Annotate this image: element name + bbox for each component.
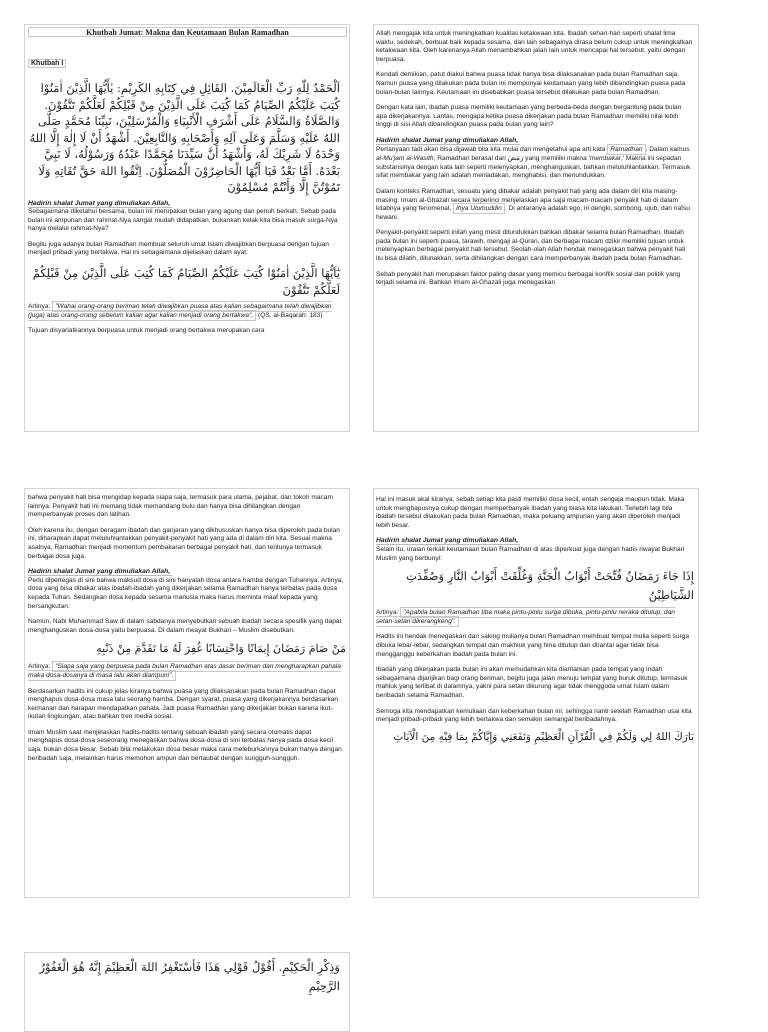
- paragraph: Imam Muslim saat menjelaskan hadits-hadits tentang sebuah ibadah yang secara otomatis dapat menghapus dosa-dosa seseorang menegaskan bahwa dosa-dosa di sini terbatas hanya pada dosa kecil saja, bukan dosa besar. Sebab bila melakukan dosa besar maka cara meleburkannya bukan hanya dengan beribadah saja, melainkan harus memohon ampun dan bertaubat dengan sungguh-sungguh.: [28, 728, 342, 762]
- section-label: [28, 60, 66, 67]
- paragraph: Allah mengajak kita untuk meningkatkan kualitas ketakwaan kita. Ibadah sehari-hari seperti shalat lima waktu, sedekah, berbuat baik kepada sesama, dan lain sebagainya dirasa belum cukup untuk meningkatkan ketakwaan kita. Oleh karenanya Allah menambahkan jalan lain untuk mencapai hal tersebut, yaitu dengan berpuasa.: [376, 30, 693, 63]
- translation: Artinya: "Apabila bulan Ramadhan tiba maka pintu-pintu surga dibuka, pintu-pintu neraka ditutup, dan setan-setan dikerangkeng".: [376, 609, 675, 625]
- paragraph: Tujuan disyariatkannya berpuasa untuk menjadi orang bertakwa merupakan cara: [28, 327, 265, 335]
- page-2-body: [376, 30, 694, 288]
- translation-text: "Wahai orang-orang beriman telah diwajibkan puasa atas kalian sebagaimana telah diwajibkan (juga) atas orang-orang sebelum kalian agar kalian menjadi orang bertakwa",: [28, 303, 332, 319]
- khutbah-label: Khutbah I: [28, 59, 66, 68]
- paragraph: Hadits ini hendak menegaskan dari saking mulianya bulan Ramadhan membuat tempat mulia seperti surga dibuka lebar-lebar, sedangkan tempat dan makhluk yang hina ditutup dan dirantai agar tidak bisa mengganggu keberkahan ibadah pada bulan ini.: [376, 633, 690, 658]
- paragraph: Hal ini masuk akal kiranya, sebab setiap kita pasti memiliki dosa kecil, entah sengaja maupun tidak. Maka untuk menghapusnya cukup dengan memperbanyak ibadah yang biasa kita lakukan. Terlebih lagi bila ibadah tersebut dilakukan pada bulan Ramadhan, maka peluang ampunan yang akan diperoleh menjadi lebih besar.: [376, 496, 685, 529]
- paragraph: Dengan kata lain, ibadah puasa memiliki keutamaan yang berbeda-beda dengan bergantung pada bulan apa dikerjakannya. Lantas, mengapa ketika puasa dikerjakan pada bulan Ramadhan memiliki nilai lebih tinggi di sisi Allah dibandingkan puasa pada bulan yang lain?: [376, 104, 682, 129]
- translation-text: "Apabila bulan Ramadhan tiba maka pintu-pintu surga dibuka, pintu-pintu neraka ditutup, dan setan-setan dikerangkeng".: [376, 609, 675, 625]
- paragraph: Kendati demikian, patut diakui bahwa puasa tidak hanya bisa dilaksanakan pada bulan Ramadhan saja. Namun puasa yang dilakukan pada bulan ini mempunyai keutamaan yang lebih dibandingkan puasa pada bulan-bulan lainnya. Keutamaan ini disebabkan puasa tersebut dilakukan pada bulan Ramadhan.: [376, 71, 686, 96]
- page-4-body: [376, 496, 694, 746]
- translation: Artinya: "Siapa saja yang berpuasa pada bulan Ramadhan atas dasar beriman dan mengharapkan pahala maka dosa-dosanya di masa lalu akan diampuni".: [28, 663, 341, 679]
- page-1-body: [28, 80, 340, 336]
- paragraph: Ibadah yang dikerjakan pada bulan ini akan memudahkan kita diantarkan pada tempat yang indah sebagaimana dijanjikan bagi orang beriman, begitu juga jalan menuju tempat yang buruk ditutup, termasuk mahluk yang terlibat di dalamnya, yakni para setan dikurung agar tidak menggoda umat Islam dalam beribadah selama Ramadhan.: [376, 666, 688, 699]
- page-3-body: [28, 494, 346, 763]
- paragraph: Begitu juga adanya bulan Ramadhan membuat seluruh umat Islam diwajibkan berpuasa dengan tujuan menjadi pribadi yang bertakwa. Hal ini sebagaimana dijelaskan dalam ayat:: [28, 240, 329, 257]
- paragraph: Penyakit-penyakit seperti inilah yang mesti ditundukkan bahkan dibakar selama bulan Ramadhan. Ibadah pada bulan ini seperti puasa, tarawih, mengaji al-Quran, dan berbagai macam dzikir memiliki tujuan untuk melenyapkan berbagai penyakit hati tersebut. Seolah-olah Allah hendak menegaskan bahwa penyakit hati itu bisa dilatih, dilunakkan, serta dihilangkan dengan cara memperbanyak ibadah pada bulan Ramadhan.: [376, 229, 686, 263]
- paragraph: Oleh karena itu, dengan beragam ibadah dan ganjaran yang dikhususkan hanya bisa diperoleh pada bulan ini, diharapkan dapat meluluhlantakkan penyakit-penyakit hati yang ada di dalam diri kita. Sesuai makna asalnya, Ramadhan menjadi momentum pembakaran berbagai penyakit hati, dan tentunya termasuk berbagai dosa juga.: [28, 526, 340, 560]
- section-heading: Hadirin shalat Jumat yang dimuliakan Allah,: [376, 537, 519, 545]
- opening-arabic: اَلْحَمْدُ لِلّٰهِ رَبِّ الْعَالَمِيْنَ. القَائِلِ فِي كِتَابِهِ الكَرِيْمِ: يٰأَيُّهَا الَّذِيْنَ اٰمَنُوْا كُتِبَ عَلَيْكُمُ الصِّيَامُ كَمَا كُتِبَ عَلَى الَّذِيْنَ مِنْ قَبْلِكُمْ لَعَلَّكُمْ تَتَّقُوْنَ. وَالصَّلَاةُ وَالسَّلَامُ عَلَى أَشْرَفِ الْأَنْبِيَاءِ وَالْمُرْسَلِيْنَ، نَبِيِّنَا مُحَمَّدٍ صَلَّى اللهُ عَلَيْهِ وَسَلَّمَ وَعَلَى آلِهِ وَأَصْحَابِهِ وَالتَّابِعِيْنَ. أَشْهَدُ أَنْ لَا إِلٰهَ إِلَّا اللهُ وَحْدَهُ لَا شَرِيْكَ لَهُ، وَأَشْهَدُ أَنَّ سَيِّدَنَا مُحَمَّدًا عَبْدُهُ وَرَسُوْلُهُ، لَا نَبِيَّ بَعْدَهُ. أَمَّا بَعْدُ فَيَا أَيُّهَا الْحَاضِرُوْنَ الْمُصَلُّوْنَ. اِتَّقُوا اللهَ حَقَّ تُقَاتِهِ وَلَا تَمُوْتُنَّ إِلَّا وَأَنْتُمْ مُسْلِمُوْنَ: [29, 81, 340, 194]
- closing-arabic: وَذِكْرِ الْحَكِيْمِ. أَقُوْلُ قَوْلِي هَذَا فَأسْتَغْفِرُ اللهَ الْعَظِيْمَ إِنَّهُ هُوَ الْغَفُوْرُ الرَّحِيْمِ: [39, 960, 340, 993]
- paragraph: Sebab penyakit hati merupakan faktor paling dasar yang memicu berbagai konflik sosial dan politik yang terjadi selama ini. Bahkan Imam al-Ghazali juga menegaskan: [376, 270, 681, 287]
- section-heading: Hadirin shalat Jumat yang dimuliakan Allah,: [376, 136, 519, 144]
- paragraph: Dalam konteks Ramadhan, sesuatu yang dibakar adalah penyakit hati yang ada dalam diri kita masing-masing. Imam al-Ghazali secara terperinci menjelaskan apa saja macam-macam penyakit hati di dalam kitabnya yang fenomenal, Ihya Ulumuddin . Di antaranya adalah ego, iri dengki, sombong, ujub, dan nafsu hewani.: [376, 187, 690, 221]
- paragraph: Semoga kita mendapatkan kemuliaan dan keberkahan bulan ini, sehingga nanti setelah Ramadhan usai kita menjadi pribadi-pribadi yang lebih bertakwa dan semakin semangat beribadahnya.: [376, 707, 692, 724]
- paragraph: Selain itu, uraian terkait keutamaan bulan Ramadhan di atas diperkuat juga dengan hadis riwayat Bukhari Muslim yang berbunyi:: [376, 545, 685, 562]
- closing-arabic: بَارَكَ اللهُ لِي وَلَكُمْ فِي الْقُرْآنِ الْعَظِيْمِ وَنَفَعَنِي وَإِيَّاكُمْ بِمَا فِيْهِ مِنَ الْآيَاتِ: [393, 730, 694, 743]
- paragraph: Namun, Nabi Muhammad Saw di dalam sabdanya menyebutkan sebuah ibadah secara spesifik yang dapat menghanguskan dosa-dosa yaitu berpuasa. Di dalam riwayat Bukhari – Muslim disebutkan:: [28, 618, 342, 634]
- paragraph: Berdasarkan hadits ini cukup jelas kiranya bahwa puasa yang dilaksanakan pada bulan Ramadhan dapat menghapus dosa-dosa masa lalu seorang hamba. Dengan syarat, puasa yang dikerjakannya berdasarkan keimanan dan harapan mendapatkan pahala. Jadi puasa Ramadhan yang dikerjakan bukan karena ikut-ikutan lingkungan, atau bahkan tren media sosial.: [28, 687, 339, 721]
- paragraph: Sebagaimana diketahui bersama, bulan ini merupakan bulan yang agung dan penuh berkah. Sebab pada bulan ini ampunan dan rahmat-Nya sangat mudah didapatkan, bukankah kelak kita bisa masuk surga-Nya hanya melalui rahmat-Nya?: [28, 208, 338, 233]
- hadith-arabic: مَنْ صَامَ رَمَضَانَ إِيمَانًا وَاحْتِسَابًا غُفِرَ لَهُ مَا تَقَدَّمَ مِنْ ذَنْبِهِ: [96, 642, 346, 656]
- page-5-body: [28, 958, 340, 996]
- section-heading: Hadirin shalat Jumat yang dimuliakan Allah,: [28, 199, 171, 207]
- translation-text: "Siapa saja yang berpuasa pada bulan Ramadhan atas dasar beriman dan mengharapkan pahala maka dosa-dosanya di masa lalu akan diampuni".: [28, 663, 341, 679]
- paragraph: Perlu dipertegas di sini bahwa maksud dosa di sini hanyalah dosa antara hamba dengan Tuhannya. Artinya, dosa yang bisa dibakar atas ibadah-ibadah yang dikerjakan selama Ramadhan hanya terbatas pada dosa kepada Tuhan. Sedangkan dosa kepada sesama manusia maka harus meminta maaf kepada yang bersangkutan.: [28, 576, 344, 610]
- document-title: Khutbah Jumat: Makna dan Keutamaan Bulan Ramadhan: [28, 27, 347, 37]
- paragraph: bahwa penyakit hati bisa mengidap kepada siapa saja, termasuk para ulama, pejabat, dan tokoh macam lainnya. Penyakit hati ini memang tidak memandang bulu dan hanya bisa dihilangkan dengan memperbanyak proses dan latihan.: [28, 494, 333, 519]
- section-heading: Hadirin shalat Jumat yang dimuliakan Allah,: [28, 568, 171, 576]
- hadith-arabic: إِذَا جَاءَ رَمَضَانُ فُتِّحَتْ أَبْوَابُ الْجَنَّةِ وَغُلِّقَتْ أَبْوَابُ النَّارِ وَصُفِّدَتِ الشَّيَاطِيْنُ: [406, 569, 694, 603]
- verse-arabic: يٰٓاَيُّهَا الَّذِيْنَ اٰمَنُوْا كُتِبَ عَلَيْكُمُ الصِّيَامُ كَمَا كُتِبَ عَلَى الَّذِيْنَ مِنْ قَبْلِكُمْ لَعَلَّكُمْ تَتَّقُوْنَ: [32, 266, 340, 298]
- translation: Artinya: "Wahai orang-orang beriman telah diwajibkan puasa atas kalian sebagaimana telah diwajibkan (juga) atas orang-orang sebelum kalian agar kalian menjadi orang bertakwa", (QS. al-Baqarah: 183): [28, 303, 332, 319]
- paragraph: Pertanyaan tadi akan bisa dijawab bila kita mulai dari mengetahui apa arti kata Ramadhan . Dalam kamus al-Mu'jam al-Wasith, Ramadhan berasal dari رَمَضَ yang memiliki makna 'membakar,' Makna ini sepadan substansinya dengan kata lain seperti melenyapkan, menghanguskan, bahkan meluluhlantakkan. Termasuk sifat membakar yang lain adalah meniadakan, menghabisi, dan menundukkan.: [376, 145, 691, 180]
